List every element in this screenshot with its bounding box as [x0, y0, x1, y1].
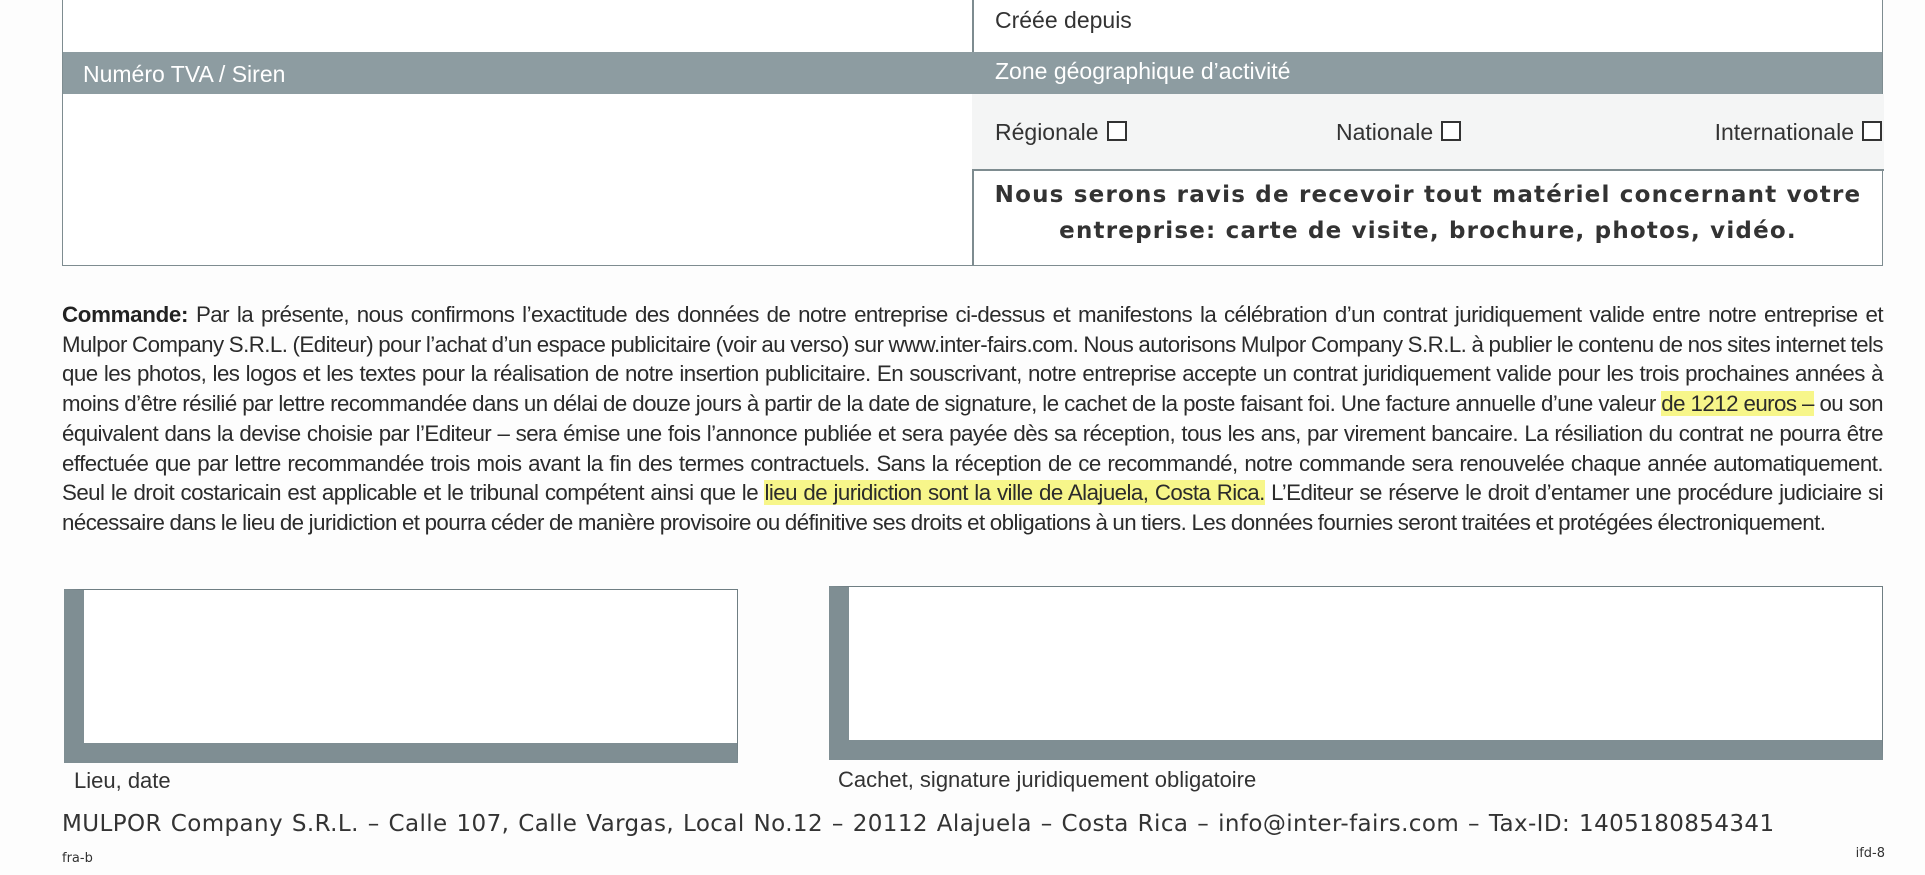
checkbox-international[interactable] [1862, 121, 1882, 141]
created-since-label: Créée depuis [995, 7, 1132, 33]
zone-options [995, 119, 1865, 149]
order-terms-paragraph [62, 300, 1883, 538]
section-header-bar [63, 52, 1882, 94]
checkbox-national[interactable] [1441, 121, 1461, 141]
order-text-part-1: Par la présente, nous confirmons l’exactitude des données de notre entreprise ci-dessus et manifestons la célébration d’un contrat juridiquement valide entre notre entreprise et Mulpor Company S.R.L. (Editeur) pour l’achat d’un espace publicitaire (voir au verso) sur www.inter-fairs.com. Nous autorisons Mulpor Company S.R.L. à publier le contenu de nos sites internet tels que les photos, les logos et les textes pour la réalisation de notre insertion publicitaire. En souscrivant, notre entreprise accepte un contrat juridiquement valide pour les trois prochaines années à moins d’être résilié par lettre recommandée dans un délai de douze jours à partir de la date de signature, le cachet de la poste faisant foi. Une facture annuelle d’une valeur [62, 302, 1883, 417]
material-note: Nous serons ravis de recevoir tout matériel concernant votre entreprise: carte de visite, brochure, photos, vidéo. [994, 182, 1862, 244]
zone-label: Zone géographique d’activité [995, 58, 1291, 84]
row-divider [972, 169, 1884, 171]
company-form-table [62, 0, 1883, 266]
highlight-price: de 1212 euros – [1661, 391, 1814, 417]
place-date-field[interactable] [64, 589, 738, 763]
stamp-signature-label: Cachet, signature juridiquement obligatoire [838, 767, 1257, 792]
zone-option-international[interactable] [1715, 119, 1882, 146]
company-footer-line: MULPOR Company S.R.L. – Calle 107, Calle Vargas, Local No.12 – 20112 Alajuela – Costa Rica – info@inter-fairs.com – Tax-ID: 1405180854341 [62, 811, 1775, 837]
highlight-jurisdiction: lieu de juridiction sont la ville de Alajuela, Costa Rica. [764, 480, 1265, 506]
zone-option-regional[interactable] [995, 119, 1127, 146]
zone-option-national[interactable] [1336, 119, 1461, 146]
order-title: Commande: [62, 302, 189, 327]
form-code-left: fra-b [62, 851, 93, 866]
vat-label: Numéro TVA / Siren [83, 61, 286, 87]
order-text-part-2: ou son équivalent dans la devise choisie par l’Editeur – sera émise une fois l’annonce publiée et sera payée dès sa réception, tous les ans, par virement bancaire. La résiliation du contrat ne pourra être effectuée que par lettre recommandée trois mois avant la fin des termes contractuels. Sans la réception de ce recommandé, notre commande sera renouvelée chaque année automatiquement. Seul le droit costaricain est applicable et le tribunal compétent ainsi que le [62, 391, 1883, 506]
order-text-part-3: L’Editeur se réserve le droit d’entamer une procédure judiciaire si nécessaire dans le lieu de juridiction et pourra céder de manière provisoire ou définitive ses droits et obligations à un tiers. Les données fournies seront traitées et protégées électroniquement. [62, 480, 1883, 535]
stamp-signature-field[interactable] [829, 586, 1883, 760]
form-code-right: ifd-8 [1855, 846, 1885, 861]
zone-option-label: Internationale [1714, 119, 1854, 145]
zone-option-label: Régionale [995, 119, 1099, 145]
zone-option-label: Nationale [1336, 119, 1434, 145]
place-date-label: Lieu, date [74, 768, 171, 793]
checkbox-regional[interactable] [1107, 121, 1127, 141]
